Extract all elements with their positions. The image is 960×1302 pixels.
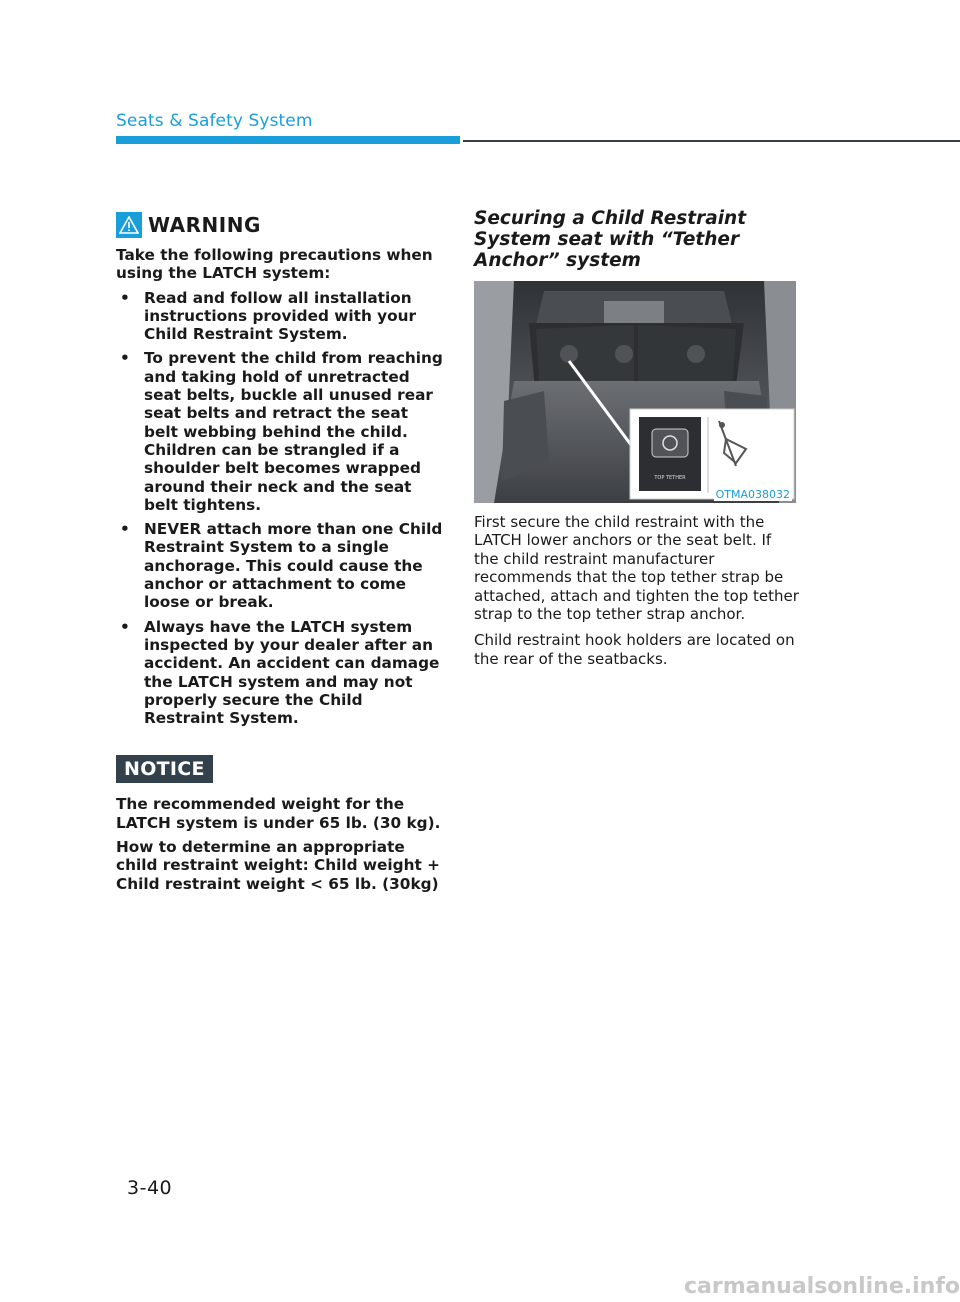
list-item bbox=[116, 349, 446, 514]
list-item bbox=[116, 520, 446, 611]
bullet-marker: • bbox=[120, 288, 130, 307]
list-item bbox=[116, 618, 446, 728]
warning-bullet-list bbox=[116, 289, 446, 728]
bullet-marker: • bbox=[120, 617, 130, 636]
watermark-text: carmanualsonline.info bbox=[684, 1274, 960, 1299]
inset-label: TOP TETHER bbox=[654, 475, 686, 481]
warning-intro: Take the following precautions when using the LATCH system: bbox=[116, 246, 433, 283]
bullet-text: To prevent the child from reaching and taking hold of unretracted seat belts, buckle all unused rear seat belts and retract the seat belt webbing behind the child. Children can be strangled if a shoulder belt becomes wrapped around their neck and the seat belt tightens. bbox=[144, 349, 443, 514]
body-paragraph: Child restraint hook holders are located on the rear of the seatbacks. bbox=[474, 631, 795, 668]
bullet-marker: • bbox=[120, 520, 130, 539]
notice-badge: NOTICE bbox=[116, 755, 213, 783]
body-paragraph: First secure the child restraint with the LATCH lower anchors or the seat belt. If the child restraint manufacturer recommends that the top tether strap be attached, attach and tighten the top tether strap to the top tether strap anchor. bbox=[474, 513, 799, 624]
section-header-title: Seats & Safety System bbox=[116, 111, 313, 131]
bullet-text: NEVER attach more than one Child Restraint System to a single anchorage. This could cause the anchor or attachment to come loose or break. bbox=[144, 520, 443, 612]
section-title: Securing a Child Restraint System seat with “Tether Anchor” system bbox=[474, 208, 747, 271]
bullet-marker: • bbox=[120, 349, 130, 368]
list-item bbox=[116, 289, 446, 344]
header-rule bbox=[463, 140, 960, 142]
page-number: 3-40 bbox=[127, 1177, 173, 1199]
warning-triangle-icon bbox=[116, 212, 142, 238]
header-accent-bar bbox=[116, 136, 460, 144]
warning-heading bbox=[116, 210, 446, 240]
notice-paragraph: The recommended weight for the LATCH system is under 65 lb. (30 kg). bbox=[116, 795, 441, 832]
cargo-area-illustration bbox=[474, 281, 796, 503]
image-code-label: OTMA038032 bbox=[715, 488, 790, 501]
right-column bbox=[474, 208, 799, 668]
left-column bbox=[116, 210, 446, 899]
notice-paragraph: How to determine an appropriate child restraint weight: Child weight + Child restraint weight < 65 lb. (30kg) bbox=[116, 838, 440, 893]
bullet-text: Read and follow all installation instructions provided with your Child Restraint System. bbox=[144, 288, 417, 344]
cargo-area-drawing bbox=[474, 281, 796, 503]
warning-title: WARNING bbox=[148, 213, 261, 237]
bullet-text: Always have the LATCH system inspected by your dealer after an accident. An accident can damage the LATCH system and may not properly secure the Child Restraint System. bbox=[144, 617, 440, 728]
